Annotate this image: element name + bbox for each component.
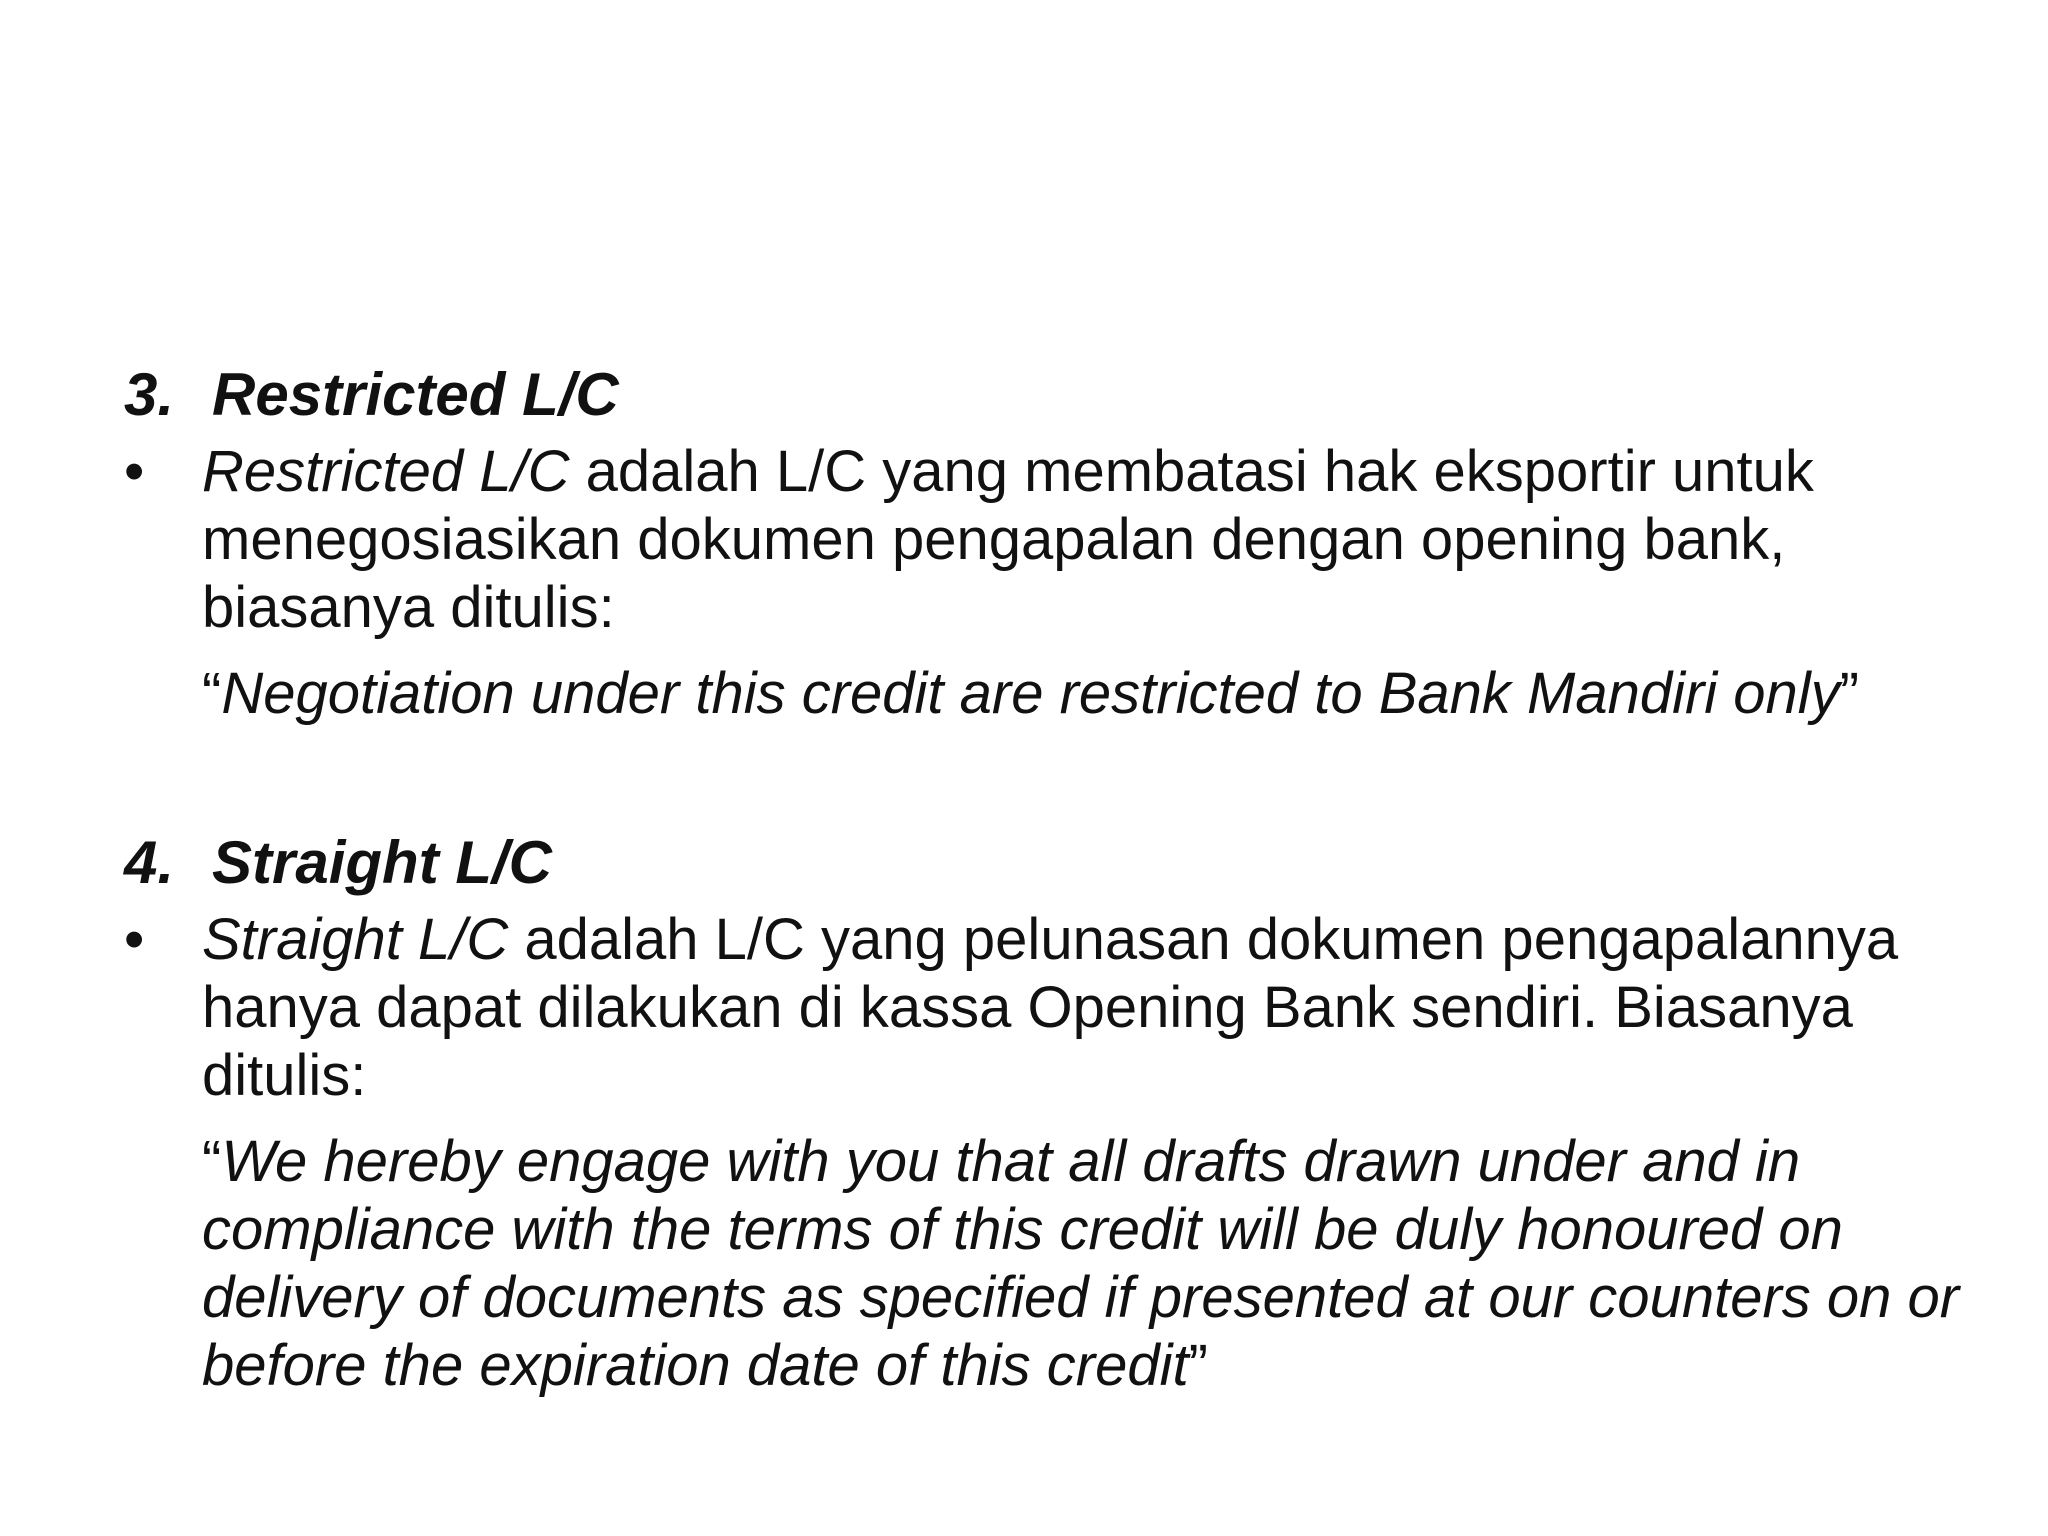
section-spacer [124, 728, 2024, 828]
bullet-term: Restricted L/C [202, 439, 570, 504]
quote-close-mark: ” [1839, 661, 1860, 726]
bullet-definition: adalah L/C yang membatasi hak eksportir untuk menegosiasikan dokumen pengapalan dengan opening bank, biasanya ditulis: [202, 439, 1814, 640]
section-number: 3. [124, 361, 175, 428]
bullet-item-straight-lc [124, 906, 2024, 1110]
section-number: 4. [124, 829, 175, 896]
quote-restricted-lc [124, 660, 2024, 728]
quote-close-mark: ” [1188, 1333, 1208, 1398]
bullet-item-restricted-lc [124, 438, 2024, 642]
quote-straight-lc [124, 1128, 2024, 1400]
bullet-icon: • [124, 907, 145, 972]
bullet-term: Straight L/C [202, 907, 509, 972]
section-title: Restricted L/C [212, 361, 619, 428]
section-title: Straight L/C [212, 829, 552, 896]
section-heading-restricted-lc [124, 360, 2024, 430]
quote-text: Negotiation under this credit are restricted to Bank Mandiri only [221, 661, 1840, 726]
quote-open-mark: “ [202, 1129, 222, 1194]
slide-content [124, 360, 2024, 1400]
bullet-icon: • [124, 439, 145, 504]
quote-text: We hereby engage with you that all drafts drawn under and in compliance with the terms of this credit will be duly honoured on delivery of documents as specified if presented at our counters on or before the expiration date of this credit [202, 1129, 1960, 1398]
section-heading-straight-lc [124, 828, 2024, 898]
bullet-definition: adalah L/C yang pelunasan dokumen pengapalannya hanya dapat dilakukan di kassa Opening Bank sendiri. Biasanya ditulis: [202, 907, 1899, 1108]
quote-open-mark: “ [202, 661, 222, 726]
